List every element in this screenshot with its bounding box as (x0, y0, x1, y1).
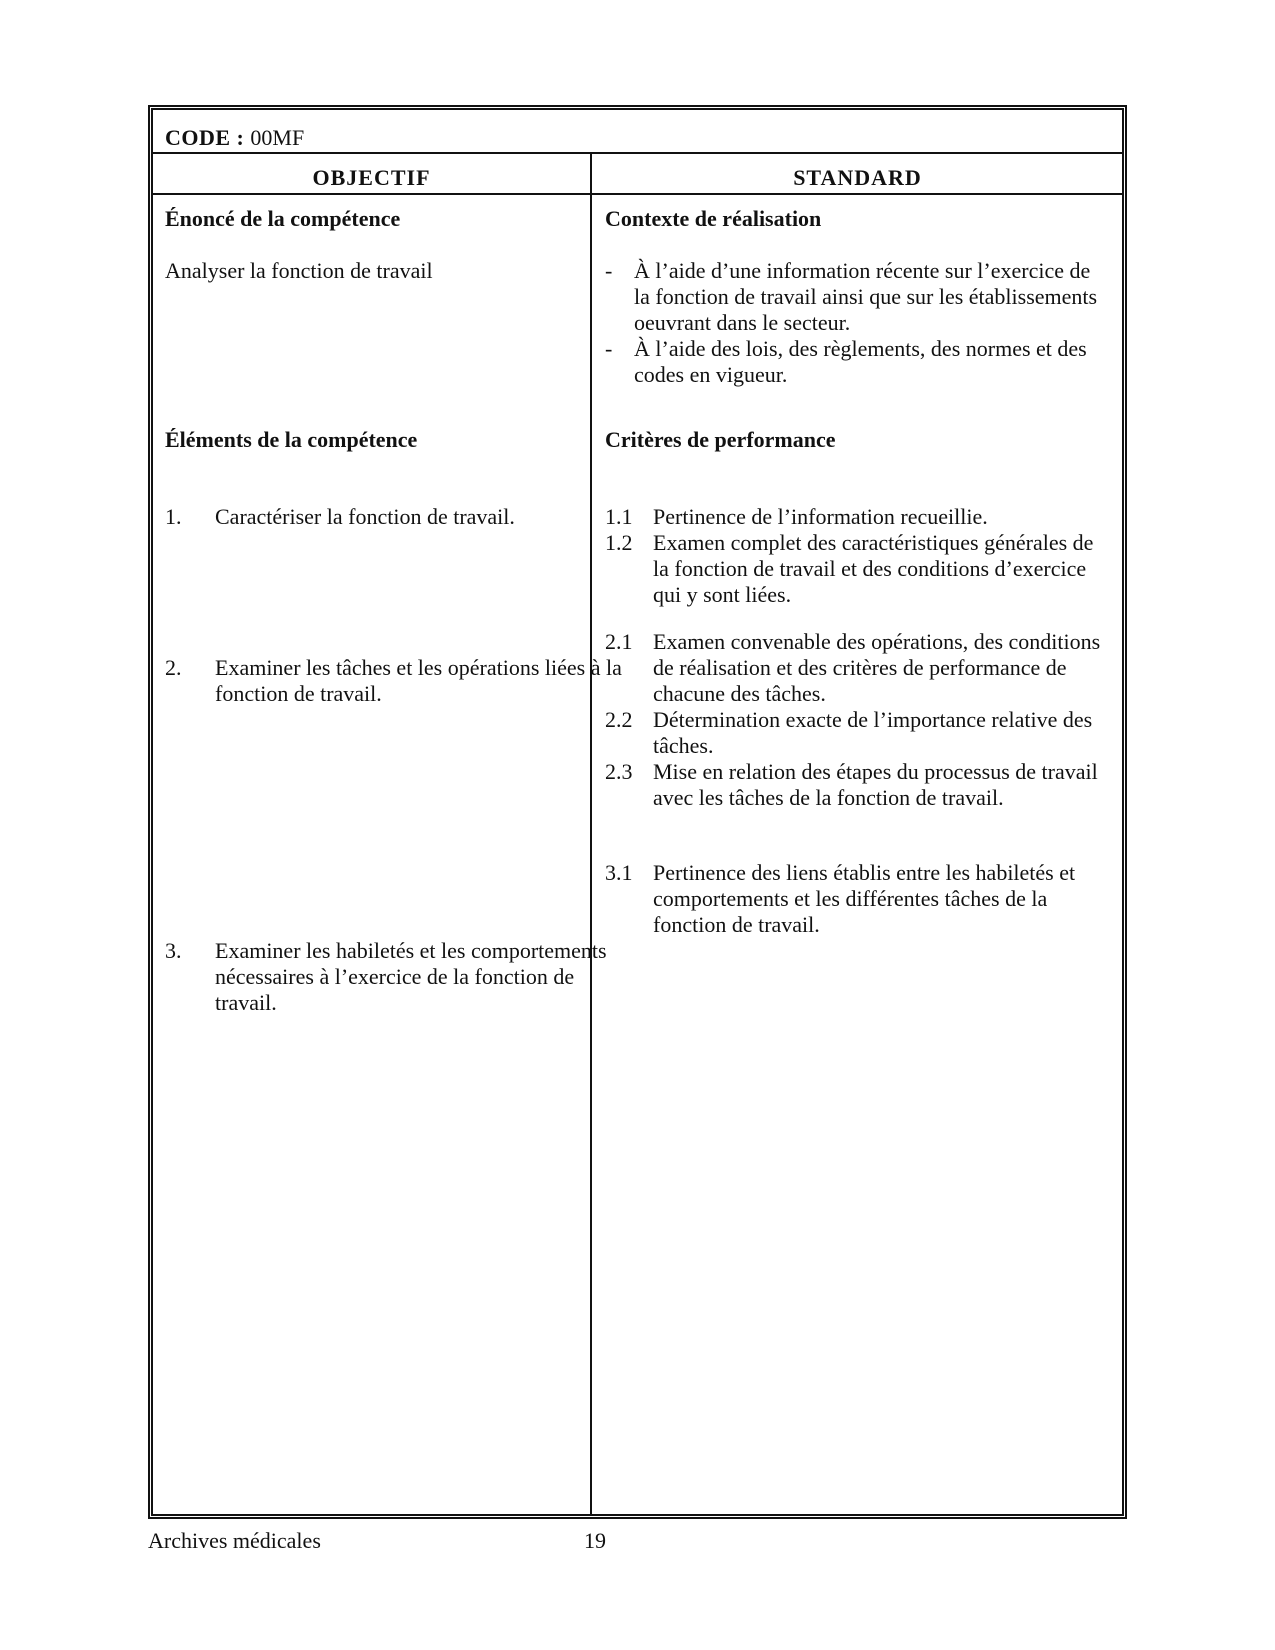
code-value: 00MF (250, 125, 305, 150)
critere-text: Pertinence de l’information recueillie. (653, 504, 988, 529)
critere-number: 1.2 (605, 530, 633, 555)
criteres-group-2 (605, 629, 1105, 811)
footer-title: Archives médicales (148, 1528, 321, 1553)
contexte-bullet-2 (605, 336, 1105, 388)
bullet-dash: - (605, 258, 613, 283)
critere-item (605, 629, 1105, 707)
contexte-heading: Contexte de réalisation (605, 206, 822, 231)
critere-number: 2.2 (605, 707, 633, 732)
column-divider (590, 154, 592, 1514)
criteres-group-1 (605, 504, 1105, 608)
bullet-text: À l’aide des lois, des règlements, des normes et des codes en vigueur. (634, 336, 1087, 387)
critere-text: Détermination exacte de l’importance relative des tâches. (653, 707, 1093, 758)
code-label: CODE : (165, 125, 245, 150)
element-text: Caractériser la fonction de travail. (215, 504, 515, 529)
element-number: 2. (165, 655, 182, 680)
header-standard: STANDARD (793, 165, 922, 190)
header-row (153, 154, 1122, 195)
critere-number: 2.3 (605, 759, 633, 784)
contexte-bullet-1 (605, 258, 1105, 336)
competence-table (148, 105, 1127, 1519)
critere-number: 1.1 (605, 504, 633, 529)
critere-item (605, 860, 1105, 938)
header-objectif: OBJECTIF (312, 165, 431, 190)
bullet-dash: - (605, 336, 613, 361)
enonce-text: Analyser la fonction de travail (165, 258, 433, 283)
contexte-bullets (605, 258, 1105, 388)
element-number: 3. (165, 938, 182, 963)
critere-item (605, 707, 1105, 759)
bullet-text: À l’aide d’une information récente sur l’exercice de la fonction de travail ainsi que sur les établissements oeuvrant dans le secteur. (634, 258, 1098, 335)
enonce-heading: Énoncé de la compétence (165, 206, 401, 231)
elements-heading: Éléments de la compétence (165, 427, 418, 452)
criteres-group-3 (605, 860, 1105, 938)
element-item-1 (165, 504, 630, 530)
code-line (165, 127, 304, 149)
critere-item (605, 530, 1105, 608)
critere-text: Examen convenable des opérations, des conditions de réalisation et des critères de performance de chacune des tâches. (653, 629, 1101, 706)
code-row (153, 110, 1122, 154)
critere-number: 3.1 (605, 860, 633, 885)
critere-text: Examen complet des caractéristiques générales de la fonction de travail et des conditions d’exercice qui y sont liées. (653, 530, 1094, 607)
criteres-heading: Critères de performance (605, 427, 836, 452)
critere-text: Mise en relation des étapes du processus de travail avec les tâches de la fonction de travail. (653, 759, 1098, 810)
element-item-3 (165, 938, 630, 1016)
element-item-2 (165, 655, 630, 707)
critere-item (605, 759, 1105, 811)
critere-item (605, 504, 1105, 530)
critere-text: Pertinence des liens établis entre les habiletés et comportements et les différentes tâches de la fonction de travail. (653, 860, 1076, 937)
page-number: 19 (584, 1528, 606, 1553)
element-text: Examiner les tâches et les opérations liées à la fonction de travail. (215, 655, 622, 706)
element-text: Examiner les habiletés et les comportements nécessaires à l’exercice de la fonction de travail. (215, 938, 607, 1015)
element-number: 1. (165, 504, 182, 529)
critere-number: 2.1 (605, 629, 633, 654)
